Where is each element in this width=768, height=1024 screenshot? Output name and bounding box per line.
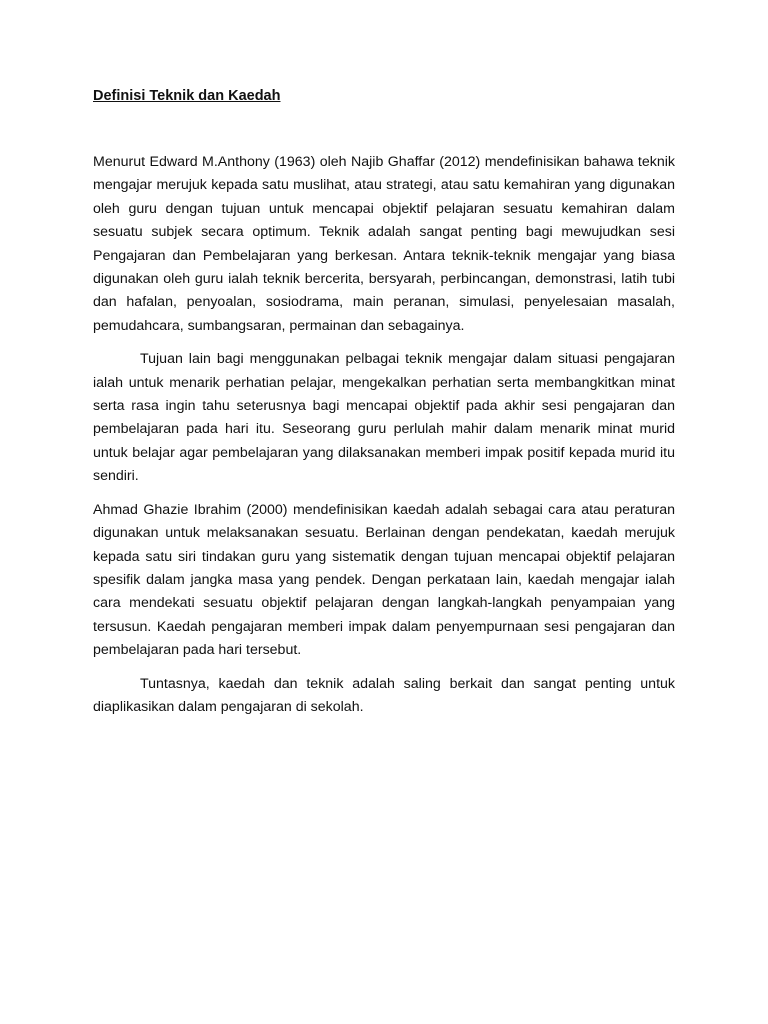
document-title: Definisi Teknik dan Kaedah	[93, 88, 281, 104]
paragraph-conclusion: Tuntasnya, kaedah dan teknik adalah saling berkait dan sangat penting untuk diaplikasikan dalam pengajaran di sekolah.	[93, 675, 675, 715]
paragraph-teknik-purpose: Tujuan lain bagi menggunakan pelbagai teknik mengajar dalam situasi pengajaran ialah untuk menarik perhatian pelajar, mengekalkan perhatian serta membangkitkan minat serta rasa ingin tahu seterusnya bagi mencapai objektif pada akhir sesi pengajaran dan pembelajaran pada hari itu. Seseorang guru perlulah mahir dalam menarik minat murid untuk belajar agar pembelajaran yang dilaksanakan memberi impak positif kepada murid itu sendiri.	[93, 351, 675, 485]
document-body	[93, 86, 675, 719]
paragraph-teknik-definition: Menurut Edward M.Anthony (1963) oleh Najib Ghaffar (2012) mendefinisikan bahawa teknik mengajar merujuk kepada satu muslihat, atau strategi, atau satu kemahiran yang digunakan oleh guru dengan tujuan untuk mencapai objektif pelajaran sesuatu kemahiran dalam sesuatu subjek secara optimum. Teknik adalah sangat penting bagi mewujudkan sesi Pengajaran dan Pembelajaran yang berkesan. Antara teknik-teknik mengajar yang biasa digunakan oleh guru ialah teknik bercerita, bersyarah, perbincangan, demonstrasi, latih tubi dan hafalan, penyoalan, sosiodrama, main peranan, simulasi, penyelesaian masalah, pemudahcara, sumbangsaran, permainan dan sebagainya.	[93, 154, 675, 334]
paragraph-kaedah-definition: Ahmad Ghazie Ibrahim (2000) mendefinisikan kaedah adalah sebagai cara atau peraturan digunakan untuk melaksanakan sesuatu. Berlainan dengan pendekatan, kaedah merujuk kepada satu siri tindakan guru yang sistematik dengan tujuan mencapai objektif pelajaran spesifik dalam jangka masa yang pendek. Dengan perkataan lain, kaedah mengajar ialah cara mendekati sesuatu objektif pelajaran dengan langkah-langkah penyampaian yang tersusun. Kaedah pengajaran memberi impak dalam penyempurnaan sesi pengajaran dan pembelajaran pada hari tersebut.	[93, 501, 675, 659]
